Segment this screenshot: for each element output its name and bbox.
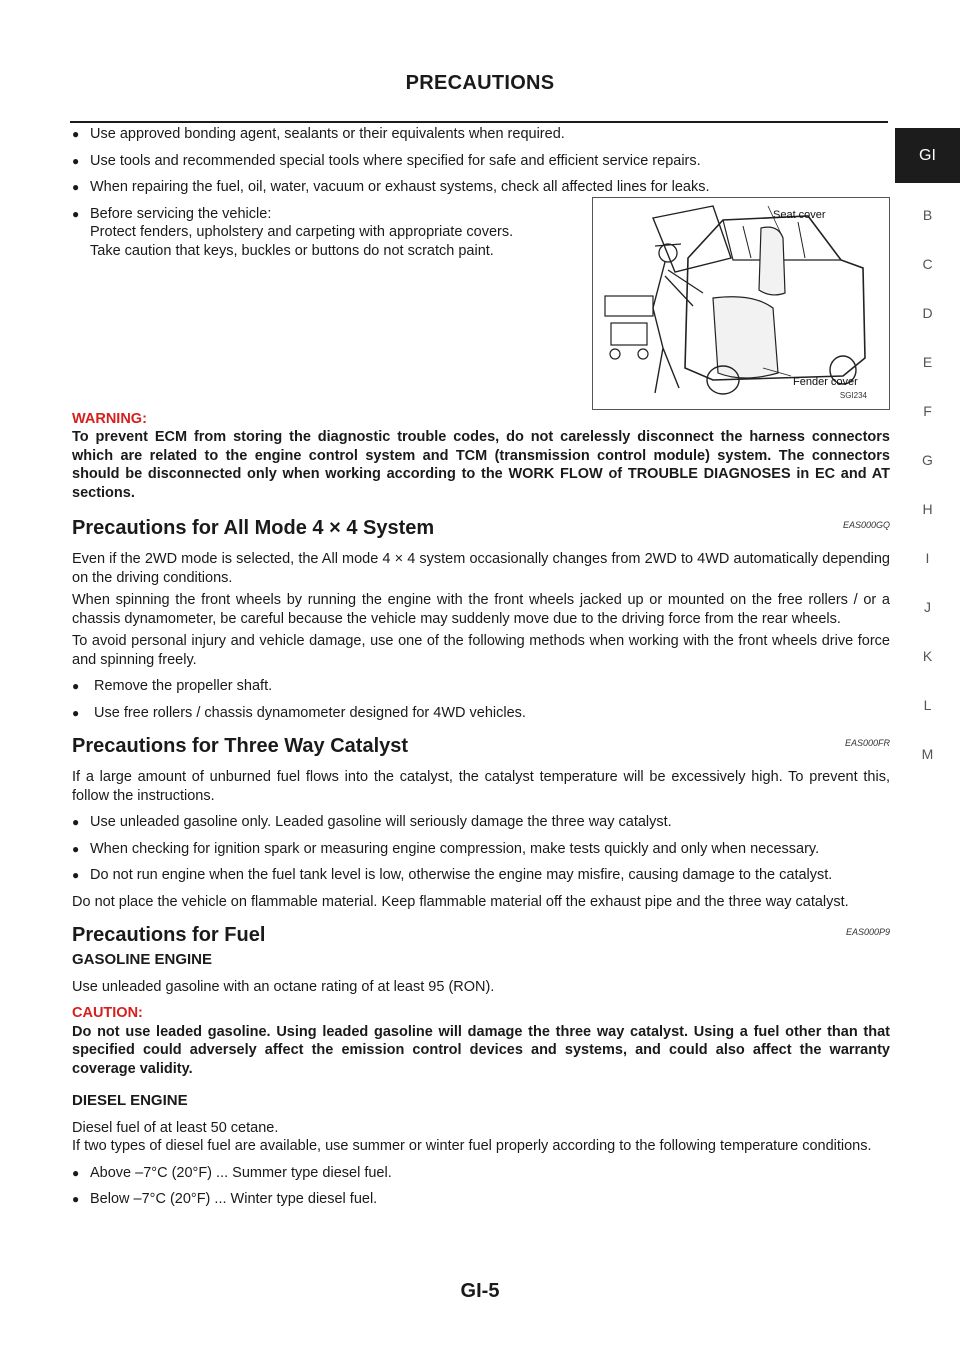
- side-index-d[interactable]: D: [922, 305, 933, 321]
- list-item: ● When repairing the fuel, oil, water, vacuum or exhaust systems, check all affected lines for leaks.: [72, 179, 710, 195]
- list-item: ● Use approved bonding agent, sealants or their equivalents when required.: [72, 126, 565, 142]
- list-item: ● Use unleaded gasoline only. Leaded gasoline will seriously damage the three way catalyst.: [72, 814, 672, 830]
- side-index-g[interactable]: G: [922, 452, 933, 468]
- paragraph: If a large amount of unburned fuel flows into the catalyst, the catalyst temperature will be excessively high. To prevent this, follow the instructions.: [72, 769, 890, 804]
- page-content: [72, 125, 890, 1217]
- section-code: EAS000P9: [845, 927, 890, 937]
- subsection-title-diesel: DIESEL ENGINE: [72, 1092, 188, 1109]
- side-index-j[interactable]: J: [924, 599, 931, 615]
- side-index-h[interactable]: H: [922, 501, 933, 517]
- page-title: PRECAUTIONS: [405, 72, 555, 94]
- list-item: ● Before servicing the vehicle: Protect fenders, upholstery and carpeting with appropriate covers. Take caution that keys, buckles or buttons do not scratch paint.: [72, 205, 514, 259]
- list-item: ● Remove the propeller shaft.: [72, 678, 273, 694]
- list-item: ● Below –7°C (20°F) ... Winter type diesel fuel.: [72, 1191, 378, 1207]
- paragraph: Use unleaded gasoline with an octane rating of at least 95 (RON).: [72, 978, 495, 995]
- bullet-icon: ●: [72, 679, 80, 693]
- bullet-icon: ●: [72, 705, 80, 720]
- side-index-i[interactable]: I: [925, 550, 930, 566]
- section-code: EAS000GQ: [842, 520, 890, 530]
- warning-text: To prevent ECM from storing the diagnostic trouble codes, do not carelessly disconnect the harness connectors which are related to the engine control system and TCM (transmission control module) system. The connectors should be disconnected only when working according to the WORK FLOW of TROUBLE DIAGNOSES in EC and AT sections.: [72, 429, 890, 501]
- fender-cover-label: Fender cover: [793, 376, 858, 388]
- paragraph: Diesel fuel of at least 50 cetane.: [72, 1119, 279, 1136]
- bullet-icon: ●: [72, 180, 80, 194]
- figure-code: SGI234: [839, 390, 867, 400]
- bullet-icon: ●: [72, 153, 80, 168]
- bullet-icon: ●: [72, 841, 80, 856]
- paragraph: Do not place the vehicle on flammable material. Keep flammable material off the exhaust pipe and the three way catalyst.: [72, 893, 849, 910]
- header-rule: [70, 121, 888, 123]
- caution-text: Do not use leaded gasoline. Using leaded gasoline will damage the three way catalyst. Using a fuel other than that specified could adversely affect the emission control devices and systems, and could also affect the warranty coverage validity.: [72, 1023, 890, 1077]
- paragraph: If two types of diesel fuel are available, use summer or winter fuel properly according to the following temperature conditions.: [72, 1138, 872, 1154]
- section-code: EAS000FR: [844, 738, 890, 748]
- bullet-icon: ●: [72, 1165, 80, 1180]
- list-item: ● When checking for ignition spark or measuring engine compression, make tests quickly and only when necessary.: [72, 840, 820, 857]
- bullet-icon: ●: [72, 206, 80, 221]
- section-tab-gi[interactable]: GI: [895, 128, 960, 183]
- bullet-icon: ●: [72, 127, 80, 141]
- bullet-icon: ●: [72, 1192, 80, 1206]
- paragraph: To avoid personal injury and vehicle damage, use one of the following methods when working with the front wheels drive force and spinning freely.: [72, 633, 890, 668]
- seat-fender-cover-illustration: [592, 197, 890, 410]
- section-title-4x4: Precautions for All Mode 4 × 4 System EAS000GQ: [72, 516, 890, 540]
- side-index-m[interactable]: M: [921, 746, 934, 762]
- side-index-l[interactable]: L: [923, 697, 932, 713]
- list-item: ● Use free rollers / chassis dynamometer designed for 4WD vehicles.: [72, 704, 526, 721]
- side-index-e[interactable]: E: [922, 354, 933, 370]
- intro-block: [72, 125, 890, 402]
- bullet-icon: ●: [72, 868, 80, 882]
- list-item: ● Above –7°C (20°F) ... Summer type diesel fuel.: [72, 1164, 392, 1181]
- side-index-f[interactable]: F: [923, 403, 932, 419]
- side-index-k[interactable]: K: [922, 648, 933, 664]
- bullet-icon: ●: [72, 815, 80, 829]
- warning-label: WARNING:: [72, 410, 147, 427]
- caution-label: CAUTION:: [72, 1005, 143, 1021]
- list-item: ● Use tools and recommended special tools where specified for safe and efficient service repairs.: [72, 152, 701, 169]
- section-title-catalyst: Precautions for Three Way Catalyst EAS000FR: [72, 734, 890, 758]
- paragraph: Even if the 2WD mode is selected, the All mode 4 × 4 system occasionally changes from 2WD to 4WD automatically depending on the driving conditions.: [72, 551, 890, 586]
- subsection-title-gasoline: GASOLINE ENGINE: [72, 951, 213, 968]
- paragraph: When spinning the front wheels by running the engine with the front wheels jacked up or mounted on the free rollers / or a chassis dynamometer, be careful because the vehicle may suddenly move due to the driving force from the rear wheels.: [72, 592, 890, 627]
- side-index-b[interactable]: B: [922, 207, 933, 223]
- list-item: ● Do not run engine when the fuel tank level is low, otherwise the engine may misfire, causing damage to the catalyst.: [72, 867, 833, 883]
- side-index-c[interactable]: C: [922, 256, 933, 272]
- seat-cover-label: Seat cover: [773, 209, 826, 221]
- section-title-fuel: Precautions for Fuel EAS000P9: [72, 923, 890, 947]
- page-number: GI-5: [460, 1280, 500, 1302]
